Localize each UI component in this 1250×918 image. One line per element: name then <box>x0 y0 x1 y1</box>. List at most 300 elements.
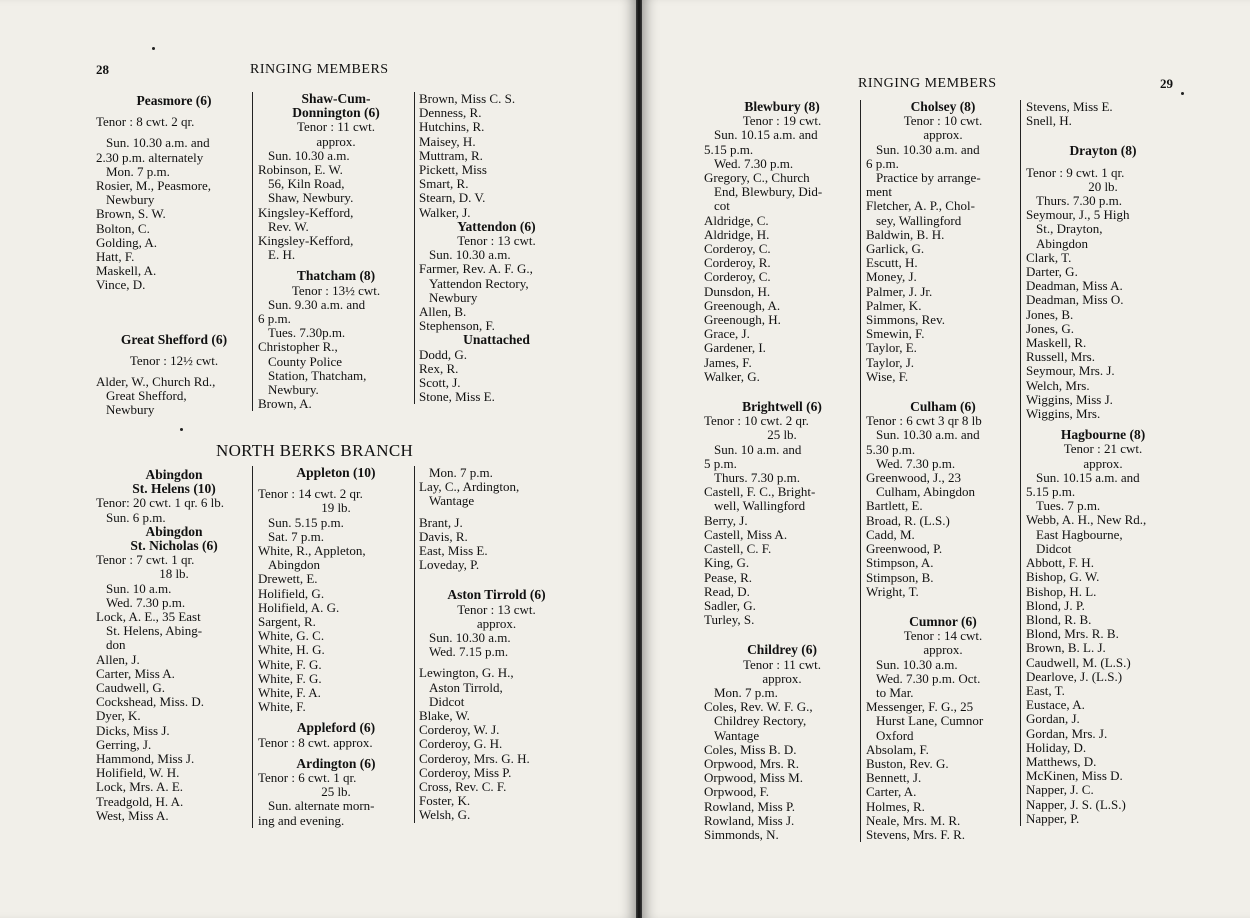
entry-line: Caudwell, M. (L.S.) <box>1026 655 1131 670</box>
entry-line: approx. <box>1083 456 1123 471</box>
entry-line: Castell, F. C., Bright- <box>704 485 816 500</box>
entry-line: Deadman, Miss O. <box>1026 293 1124 308</box>
tower-heading: Shaw-Cum- <box>301 92 371 106</box>
entry-line: Childrey Rectory, <box>714 714 807 729</box>
entry-line: McKinen, Miss D. <box>1026 769 1123 784</box>
entry-line: Pickett, Miss <box>419 163 487 178</box>
entry-line: approx. <box>923 128 963 143</box>
left-lower-column-2 <box>252 466 414 828</box>
entry-line: 5.30 p.m. <box>866 442 916 457</box>
entry-line: Kingsley-Kefford, <box>258 205 354 220</box>
entry-line: End, Blewbury, Did- <box>714 185 823 200</box>
entry-line: Turley, S. <box>704 613 755 628</box>
entry-line: Tenor : 14 cwt. <box>903 629 983 644</box>
entry-line: 5.15 p.m. <box>1026 485 1076 500</box>
entry-line: Seymour, J., 5 High <box>1026 208 1130 223</box>
entry-line: Tenor : 21 cwt. <box>1063 442 1143 457</box>
entry-line: Grace, J. <box>704 327 750 342</box>
entry-line: Foster, K. <box>419 794 471 809</box>
entry-line: Tenor : 13½ cwt. <box>291 283 381 298</box>
entry-line: East, T. <box>1026 683 1065 698</box>
entry-line: Tenor : 8 cwt. 2 qr. <box>96 115 195 130</box>
entry-line: Maisey, H. <box>419 134 476 149</box>
entry-line: Tenor : 11 cwt. <box>296 120 376 135</box>
entry-line: Greenough, A. <box>704 298 781 313</box>
entry-line: Newbury <box>106 193 155 208</box>
entry-line: Berry, J. <box>704 513 748 528</box>
entry-line: Rosier, M., Peasmore, <box>96 179 212 194</box>
right-column-1 <box>704 100 860 842</box>
entry-line: 5 p.m. <box>704 456 737 471</box>
entry-line: Abingdon <box>268 558 320 573</box>
entry-line: Stephenson, F. <box>419 319 495 334</box>
entry-line: Dearlove, J. (L.S.) <box>1026 669 1123 684</box>
entry-line: Eustace, A. <box>1026 698 1085 713</box>
entry-line: Wantage <box>429 494 475 509</box>
entry-line: Maskell, A. <box>96 264 157 279</box>
entry-line: Orpwood, Mrs. R. <box>704 756 799 771</box>
entry-line: Newbury. <box>268 383 319 398</box>
entry-line: Russell, Mrs. <box>1026 350 1095 365</box>
entry-line: St. Helens, Abing- <box>106 624 203 639</box>
entry-line: East, Miss E. <box>419 544 488 559</box>
entry-line: Taylor, E. <box>866 341 917 356</box>
entry-line: Read, D. <box>704 584 750 599</box>
entry-line: Taylor, J. <box>866 355 915 370</box>
entry-line: Neale, Mrs. M. R. <box>866 813 961 828</box>
entry-line: Abingdon <box>1036 236 1088 251</box>
speck <box>152 47 155 50</box>
entry-line: Corderoy, G. H. <box>419 737 503 752</box>
right-column-2 <box>860 100 1020 842</box>
entry-line: 56, Kiln Road, <box>268 177 345 192</box>
entry-line: Sun. 10.15 a.m. and <box>1036 470 1140 485</box>
spacer <box>258 750 414 757</box>
entry-line: Bolton, C. <box>96 221 150 236</box>
tower-heading: St. Helens (10) <box>132 482 216 497</box>
entry-line: Simmons, Rev. <box>866 313 945 328</box>
entry-line: Dodd, G. <box>419 347 468 362</box>
entry-line: Greenough, H. <box>704 313 781 328</box>
entry-line: Wed. 7.30 p.m. Oct. <box>876 671 981 686</box>
entry-line: Stearn, D. V. <box>419 191 486 206</box>
tower-heading: Appleton (10) <box>296 466 376 480</box>
entry-line: Tenor : 19 cwt. <box>742 114 822 129</box>
right-page-number: 29 <box>1160 76 1173 91</box>
entry-line: Garlick, G. <box>866 242 925 257</box>
entry-line: Tenor : 10 cwt. <box>903 114 983 129</box>
entry-line: Darter, G. <box>1026 265 1078 280</box>
entry-line: County Police <box>268 354 343 369</box>
entry-line: Hurst Lane, Cumnor <box>876 714 984 729</box>
entry-line: Sun. 10.30 a.m. <box>876 657 958 672</box>
entry-line: Orpwood, Miss M. <box>704 771 803 786</box>
tower-heading: Donnington (6) <box>292 106 380 121</box>
entry-line: Napper, P. <box>1026 811 1080 826</box>
tower-heading: Drayton (8) <box>1069 144 1137 159</box>
entry-line: 18 lb. <box>159 567 189 582</box>
spacer <box>419 509 574 516</box>
entry-line: Deadman, Miss A. <box>1026 279 1123 294</box>
entry-line: Walker, G. <box>704 369 760 384</box>
entry-line: Brant, J. <box>419 515 463 530</box>
entry-line: Wright, T. <box>866 584 919 599</box>
tower-heading: Childrey (6) <box>747 643 817 658</box>
entry-line: Napper, J. C. <box>1026 783 1094 798</box>
entry-line: Brown, Miss C. S. <box>419 92 516 106</box>
entry-line: approx. <box>762 671 802 686</box>
entry-line: Stevens, Mrs. F. R. <box>866 827 965 842</box>
entry-line: Seymour, Mrs. J. <box>1026 364 1115 379</box>
entry-line: Gerring, J. <box>96 737 152 752</box>
entry-line: Baldwin, B. H. <box>866 227 945 242</box>
entry-line: Corderoy, Mrs. G. H. <box>419 751 530 766</box>
entry-line: Dicks, Miss J. <box>96 723 170 738</box>
entry-line: Snell, H. <box>1026 114 1072 129</box>
entry-line: Loveday, P. <box>419 558 480 573</box>
entry-line: Drewett, E. <box>258 572 318 587</box>
left-upper-column-1 <box>96 94 252 418</box>
entry-line: Brown, A. <box>258 397 312 412</box>
right-page <box>642 0 1250 918</box>
spacer <box>419 572 574 588</box>
left-page-number: 28 <box>96 62 109 77</box>
entry-line: don <box>106 638 126 653</box>
right-column-3 <box>1020 100 1180 826</box>
entry-line: Lay, C., Ardington, <box>419 480 520 495</box>
left-lower-column-1 <box>96 468 252 823</box>
entry-line: Christopher R., <box>258 340 338 355</box>
entry-line: Robinson, E. W. <box>258 163 343 178</box>
entry-line: Matthews, D. <box>1026 754 1097 769</box>
entry-line: ment <box>866 185 892 200</box>
entry-line: St., Drayton, <box>1036 222 1103 237</box>
entry-line: Wantage <box>714 728 760 743</box>
spacer <box>419 659 574 666</box>
left-lower-column-3 <box>414 466 574 823</box>
entry-line: 19 lb. <box>321 501 351 516</box>
entry-line: 25 lb. <box>321 785 351 800</box>
left-upper-column-3 <box>414 92 574 404</box>
entry-line: White, H. G. <box>258 643 325 658</box>
entry-line: Alder, W., Church Rd., <box>96 375 216 390</box>
entry-line: Tenor : 14 cwt. 2 qr. <box>258 487 363 502</box>
entry-line: Wed. 7.30 p.m. <box>714 156 794 171</box>
entry-line: Tenor : 12½ cwt. <box>129 353 219 368</box>
tower-heading: Peasmore (6) <box>136 94 212 108</box>
entry-line: 25 lb. <box>767 428 797 443</box>
entry-line: Welsh, G. <box>419 808 471 823</box>
entry-line: Aldridge, H. <box>704 227 770 242</box>
entry-line: Escutt, H. <box>866 256 918 271</box>
entry-line: Davis, R. <box>419 529 468 544</box>
entry-line: to Mar. <box>876 685 914 700</box>
entry-line: Yattendon Rectory, <box>429 276 529 291</box>
tower-heading: Cumnor (6) <box>909 614 977 629</box>
entry-line: Lock, Mrs. A. E. <box>96 780 184 795</box>
entry-line: Oxford <box>876 728 914 743</box>
entry-line: Gordan, Mrs. J. <box>1026 726 1108 741</box>
tower-heading: Abingdon <box>145 468 203 482</box>
left-upper-column-2 <box>252 92 414 411</box>
entry-line: Cockshead, Miss. D. <box>96 695 204 710</box>
tower-heading: Great Shefford (6) <box>120 332 228 347</box>
entry-line: Didcot <box>1036 541 1072 556</box>
entry-line: Denness, R. <box>419 106 482 121</box>
spacer <box>96 129 252 136</box>
entry-line: Aldridge, C. <box>704 213 769 228</box>
entry-line: Sun. 6 p.m. <box>106 510 166 525</box>
entry-line: White, F. G. <box>258 657 322 672</box>
entry-line: Hatt, F. <box>96 250 135 265</box>
spacer <box>96 293 252 333</box>
entry-line: Stevens, Miss E. <box>1026 100 1113 114</box>
entry-line: Tenor : 13 cwt. <box>457 234 536 249</box>
entry-line: Broad, R. (L.S.) <box>866 513 950 528</box>
entry-line: Holifield, W. H. <box>96 766 180 781</box>
entry-line: Jones, B. <box>1026 307 1074 322</box>
entry-line: Sat. 7 p.m. <box>268 529 324 544</box>
entry-line: Sun. 10.30 a.m. and <box>876 142 980 157</box>
entry-line: King, G. <box>704 556 750 571</box>
spacer <box>1026 159 1180 166</box>
entry-line: 6 p.m. <box>866 156 899 171</box>
entry-line: Golding, A. <box>96 235 158 250</box>
entry-line: Holmes, R. <box>866 799 925 814</box>
entry-line: White, G. C. <box>258 629 325 644</box>
entry-line: Abbott, F. H. <box>1026 556 1094 571</box>
entry-line: 6 p.m. <box>258 312 291 327</box>
entry-line: Farmer, Rev. A. F. G., <box>419 262 533 277</box>
entry-line: Wiggins, Miss J. <box>1026 392 1113 407</box>
tower-heading: Culham (6) <box>910 400 976 415</box>
entry-line: Sun. alternate morn- <box>268 799 375 814</box>
entry-line: Coles, Miss B. D. <box>704 742 797 757</box>
entry-line: White, R., Appleton, <box>258 544 366 559</box>
entry-line: Corderoy, W. J. <box>419 723 500 738</box>
tower-heading: St. Nicholas (6) <box>130 539 218 554</box>
entry-line: Holifield, A. G. <box>258 600 340 615</box>
tower-heading: Unattached <box>463 333 530 348</box>
entry-line: Treadgold, H. A. <box>96 794 184 809</box>
spacer <box>96 347 252 354</box>
entry-line: ing and evening. <box>258 813 345 828</box>
entry-line: Napper, J. S. (L.S.) <box>1026 797 1126 812</box>
entry-line: Mon. 7 p.m. <box>429 466 493 480</box>
entry-line: Brown, B. L. J. <box>1026 641 1106 656</box>
entry-line: Clark, T. <box>1026 250 1072 265</box>
tower-heading: Ardington (6) <box>296 756 376 771</box>
entry-line: Vince, D. <box>96 278 146 293</box>
entry-line: approx. <box>316 134 356 149</box>
entry-line: Smart, R. <box>419 177 469 192</box>
entry-line: Practice by arrange- <box>876 171 981 186</box>
tower-heading: Thatcham (8) <box>296 269 376 284</box>
spacer <box>866 384 1020 400</box>
left-running-head: RINGING MEMBERS <box>250 62 389 77</box>
entry-line: Aston Tirrold, <box>429 680 503 695</box>
entry-line: Caudwell, G. <box>96 681 165 696</box>
entry-line: West, Miss A. <box>96 808 169 823</box>
entry-line: Palmer, K. <box>866 298 922 313</box>
entry-line: Sun. 10 a.m. and <box>714 442 802 457</box>
entry-line: White, F. G. <box>258 671 322 686</box>
entry-line: Corderoy, Miss P. <box>419 765 512 780</box>
entry-line: Culham, Abingdon <box>876 485 975 500</box>
entry-line: Holifield, G. <box>258 586 325 601</box>
entry-line: Bishop, G. W. <box>1026 570 1100 585</box>
entry-line: Stimpson, A. <box>866 556 934 571</box>
entry-line: Wed. 7.30 p.m. <box>876 456 956 471</box>
entry-line: Greenwood, J., 23 <box>866 471 961 486</box>
entry-line: Rowland, Miss J. <box>704 813 795 828</box>
branch-heading: NORTH BERKS BRANCH <box>216 441 414 460</box>
entry-line: Wiggins, Mrs. <box>1026 407 1101 422</box>
entry-line: Stone, Miss E. <box>419 390 495 405</box>
entry-line: Shaw, Newbury. <box>268 191 354 206</box>
entry-line: Sun. 10.30 a.m. and <box>106 136 210 151</box>
entry-line: Brown, S. W. <box>96 207 166 222</box>
entry-line: Thurs. 7.30 p.m. <box>1036 194 1122 209</box>
entry-line: Sun. 9.30 a.m. and <box>268 297 366 312</box>
entry-line: Tenor : 6 cwt 3 qr 8 lb <box>866 414 982 429</box>
entry-line: Sadler, G. <box>704 598 756 613</box>
entry-line: Walker, J. <box>419 205 471 220</box>
entry-line: Bishop, H. L. <box>1026 584 1097 599</box>
entry-line: Rowland, Miss P. <box>704 799 796 814</box>
entry-line: Allen, B. <box>419 305 467 320</box>
spacer <box>704 627 860 643</box>
entry-line: Castell, Miss A. <box>704 527 788 542</box>
entry-line: E. H. <box>268 248 296 263</box>
spacer <box>96 108 252 115</box>
entry-line: 20 lb. <box>1088 179 1118 194</box>
entry-line: Hammond, Miss J. <box>96 752 195 767</box>
entry-line: Palmer, J. Jr. <box>866 284 933 299</box>
entry-line: 2.30 p.m. alternately <box>96 150 204 165</box>
entry-line: Greenwood, P. <box>866 542 943 557</box>
entry-line: Tenor : 7 cwt. 1 qr. <box>96 553 195 568</box>
entry-line: Lock, A. E., 35 East <box>96 610 201 625</box>
entry-line: Tenor: 20 cwt. 1 qr. 6 lb. <box>96 496 224 511</box>
entry-line: Smewin, F. <box>866 327 925 342</box>
entry-line: Rex, R. <box>419 361 459 376</box>
tower-heading: Hagbourne (8) <box>1060 428 1146 443</box>
entry-line: Stimpson, B. <box>866 570 934 585</box>
entry-line: Gregory, C., Church <box>704 171 810 186</box>
entry-line: Muttram, R. <box>419 148 483 163</box>
entry-line: Sun. 10.30 a.m. and <box>876 428 980 443</box>
entry-line: Tenor : 13 cwt. <box>457 602 536 617</box>
spacer <box>258 714 414 721</box>
entry-line: Holiday, D. <box>1026 740 1087 755</box>
entry-line: 5.15 p.m. <box>704 142 754 157</box>
entry-line: approx. <box>923 643 963 658</box>
entry-line: Sargent, R. <box>258 615 316 630</box>
entry-line: Sun. 5.15 p.m. <box>268 515 344 530</box>
entry-line: Rev. W. <box>268 219 309 234</box>
spacer <box>1026 421 1180 428</box>
entry-line: approx. <box>476 616 517 631</box>
entry-line: Tenor : 6 cwt. 1 qr. <box>258 771 357 786</box>
entry-line: Newbury <box>106 403 155 418</box>
tower-heading: Cholsey (8) <box>910 100 976 114</box>
entry-line: Allen, J. <box>96 652 140 667</box>
entry-line: Corderoy, C. <box>704 270 771 285</box>
entry-line: Corderoy, R. <box>704 256 771 271</box>
tower-heading: Abingdon <box>145 524 203 539</box>
entry-line: Newbury <box>429 290 478 305</box>
spacer <box>704 384 860 400</box>
entry-line: Mon. 7 p.m. <box>106 164 170 179</box>
entry-line: Bennett, J. <box>866 771 922 786</box>
spacer <box>1026 128 1180 144</box>
entry-line: Didcot <box>429 694 465 709</box>
entry-line: Sun. 10 a.m. <box>106 581 172 596</box>
entry-line: Tues. 7.30p.m. <box>268 326 346 341</box>
entry-line: Tenor : 9 cwt. 1 qr. <box>1026 165 1125 180</box>
entry-line: Jones, G. <box>1026 321 1075 336</box>
entry-line: Tenor : 8 cwt. approx. <box>258 735 373 750</box>
entry-line: East Hagbourne, <box>1036 527 1123 542</box>
entry-line: Dyer, K. <box>96 709 141 724</box>
entry-line: Great Shefford, <box>106 389 187 404</box>
entry-line: well, Wallingford <box>714 499 806 514</box>
entry-line: Blond, R. B. <box>1026 612 1092 627</box>
entry-line: Wise, F. <box>866 369 909 384</box>
tower-heading: Yattendon (6) <box>457 219 536 234</box>
entry-line: Gordan, J. <box>1026 712 1080 727</box>
entry-line: Gardener, I. <box>704 341 766 356</box>
entry-line: Lewington, G. H., <box>419 666 514 681</box>
tower-heading: Aston Tirrold (6) <box>447 588 546 603</box>
entry-line: Thurs. 7.30 p.m. <box>714 471 800 486</box>
entry-line: Fletcher, A. P., Chol- <box>866 199 975 214</box>
entry-line: White, F. A. <box>258 686 321 701</box>
entry-line: Sun. 10.30 a.m. <box>429 631 511 646</box>
entry-line: Castell, C. F. <box>704 542 772 557</box>
entry-line: Welch, Mrs. <box>1026 378 1090 393</box>
entry-line: Pease, R. <box>704 570 753 585</box>
spacer <box>258 262 414 269</box>
entry-line: Blond, J. P. <box>1026 598 1085 613</box>
entry-line: James, F. <box>704 355 752 370</box>
entry-line: Orpwood, F. <box>704 785 770 800</box>
right-running-head: RINGING MEMBERS <box>858 76 997 91</box>
entry-line: Webb, A. H., New Rd., <box>1026 513 1147 528</box>
spacer <box>258 480 414 487</box>
entry-line: Sun. 10.30 a.m. <box>429 248 511 263</box>
entry-line: White, F. <box>258 700 306 715</box>
entry-line: Bartlett, E. <box>866 499 923 514</box>
entry-line: Cadd, M. <box>866 527 915 542</box>
entry-line: Station, Thatcham, <box>268 368 367 383</box>
entry-line: Dunsdon, H. <box>704 284 771 299</box>
spacer <box>96 368 252 375</box>
entry-line: Tenor : 10 cwt. 2 qr. <box>704 414 809 429</box>
entry-line: Sun. 10.15 a.m. and <box>714 128 818 143</box>
tower-heading: Brightwell (6) <box>742 400 822 415</box>
entry-line: Corderoy, C. <box>704 242 771 257</box>
entry-line: Carter, A. <box>866 785 917 800</box>
entry-line: cot <box>714 199 730 214</box>
entry-line: sey, Wallingford <box>876 213 962 228</box>
speck <box>180 428 183 431</box>
entry-line: Tenor : 11 cwt. <box>742 657 822 672</box>
entry-line: Scott, J. <box>419 376 461 391</box>
entry-line: Absolam, F. <box>866 742 929 757</box>
entry-line: Blake, W. <box>419 709 470 724</box>
